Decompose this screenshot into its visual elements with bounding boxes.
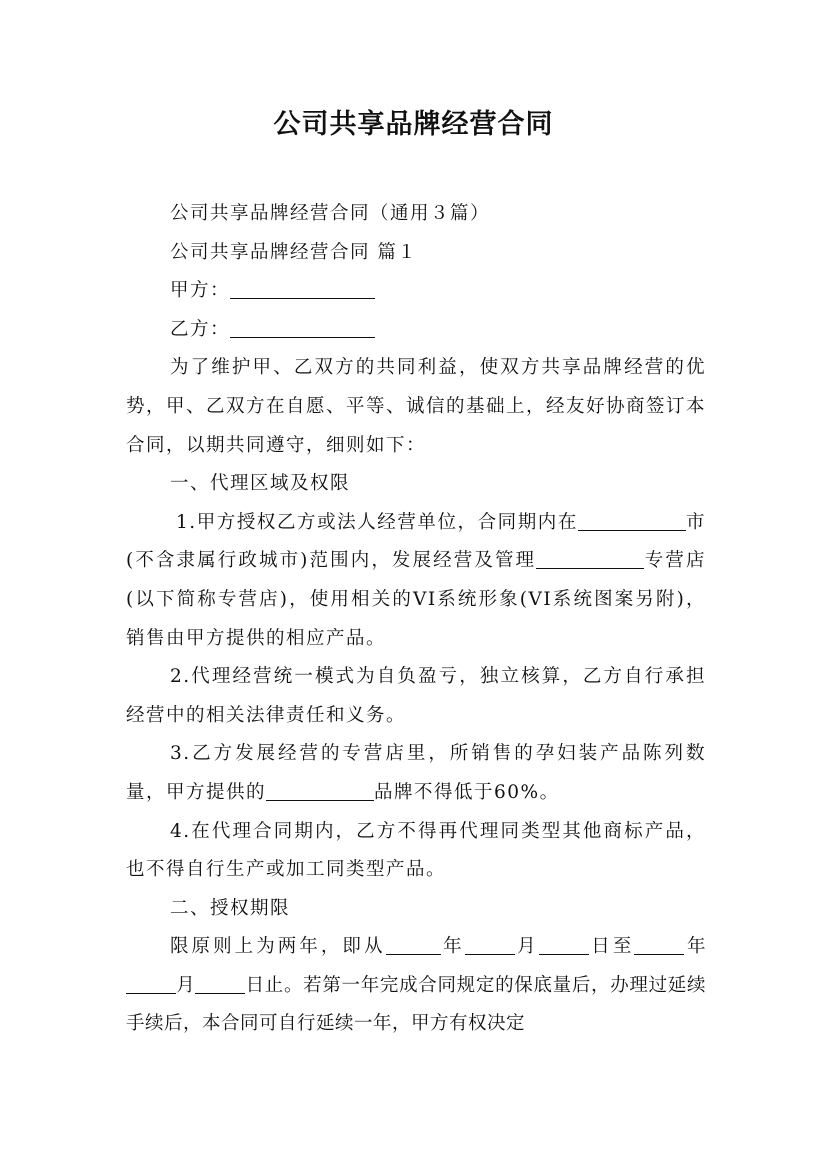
clause1-text-2: 市(不含隶属行政城市)范围内，发展经营及管理 bbox=[126, 511, 706, 572]
end-day-blank bbox=[195, 973, 245, 994]
end-year-blank bbox=[634, 934, 684, 955]
term-text-2: 日止。若第一年完成合同规定的保底量后，办理过延续手续后，本合同可自行延续一年，甲方有权决定 bbox=[126, 974, 706, 1035]
clause-1 bbox=[126, 504, 706, 658]
start-month-blank bbox=[465, 934, 515, 955]
clause-4: 4.在代理合同期内，乙方不得再代理同类型其他商标产品，也不得自行生产或加工同类型产品。 bbox=[126, 820, 706, 881]
term-year-2: 年 bbox=[684, 936, 706, 958]
section2-heading: 二、授权期限 bbox=[170, 897, 291, 919]
party-b-blank bbox=[230, 317, 375, 338]
intro-paragraph: 为了维护甲、乙双方的共同利益，使双方共享品牌经营的优势，甲、乙双方在自愿、平等、诚信的基础上，经友好协商签订本合同，以期共同遵守，细则如下： bbox=[126, 357, 707, 456]
store-brand-blank bbox=[536, 548, 644, 569]
term-paragraph bbox=[126, 928, 706, 1044]
clause3-text-1: 3.乙方发展经营的专营店里，所销售的孕妇装产品陈列数量，甲方提供的 bbox=[126, 743, 706, 803]
clause3-text-2: 品牌不得低于60%。 bbox=[374, 781, 560, 803]
term-year-1: 年 bbox=[440, 936, 465, 958]
document-body bbox=[126, 195, 706, 1044]
party-a-line bbox=[126, 272, 706, 311]
term-day-to: 日至 bbox=[588, 936, 635, 958]
party-a-label: 甲方： bbox=[170, 280, 231, 302]
end-month-blank bbox=[126, 973, 176, 994]
start-day-blank bbox=[539, 934, 589, 955]
part-line: 公司共享品牌经营合同 篇１ bbox=[170, 241, 418, 263]
term-month-2: 月 bbox=[176, 974, 196, 996]
clause-2: 2.代理经营统一模式为自负盈亏，独立核算，乙方自行承担经营中的相关法律责任和义务。 bbox=[126, 666, 706, 726]
term-month-1: 月 bbox=[514, 936, 539, 958]
start-year-blank bbox=[386, 934, 441, 955]
clause1-text-3: 专营店(以下简称专营店)，使用相关的VI系统形象(VI系统图案另附)，销售由甲方提供的相应产品。 bbox=[126, 550, 706, 649]
city-blank bbox=[578, 510, 686, 531]
clause-3 bbox=[126, 735, 706, 812]
brand-blank bbox=[266, 780, 374, 801]
section1-heading: 一、代理区域及权限 bbox=[170, 473, 351, 495]
party-a-blank bbox=[230, 278, 375, 299]
term-text-1: 限原则上为两年，即从 bbox=[170, 936, 386, 958]
clause1-text-1: 1.甲方授权乙方或法人经营单位，合同期内在 bbox=[176, 511, 578, 533]
document-title: 公司共享品牌经营合同 bbox=[273, 109, 554, 140]
party-b-label: 乙方： bbox=[170, 318, 231, 340]
heading-line: 公司共享品牌经营合同（通用３篇） bbox=[170, 203, 491, 224]
party-b-line bbox=[126, 311, 706, 350]
